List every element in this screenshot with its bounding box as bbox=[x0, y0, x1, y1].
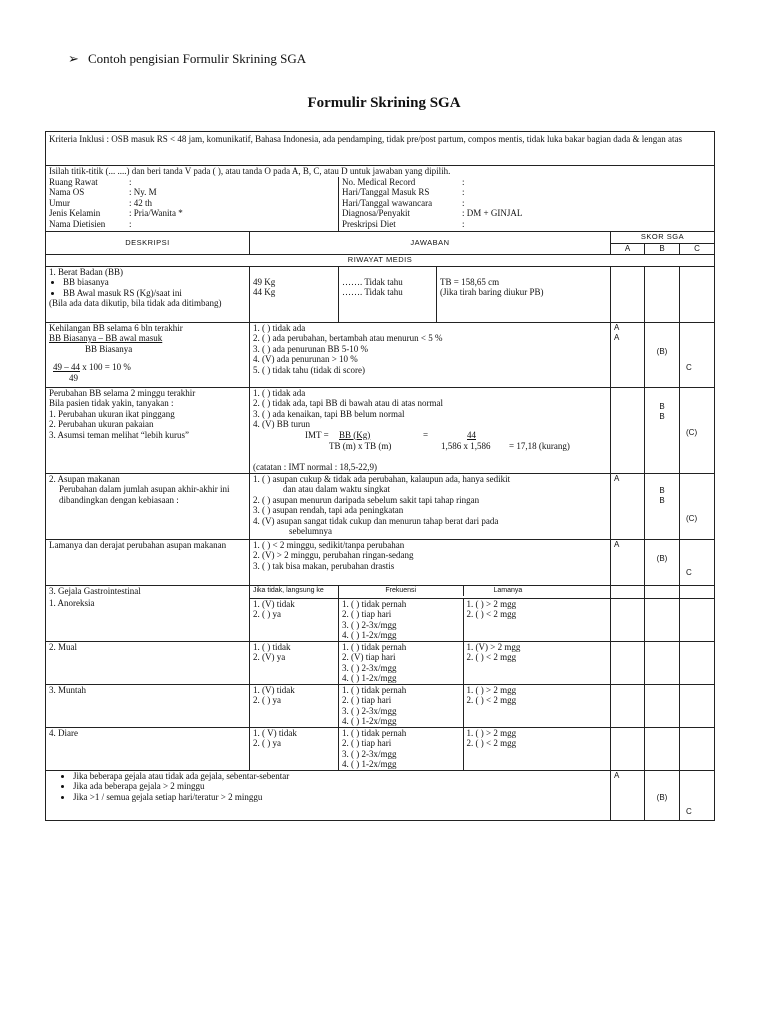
frek-opt[interactable]: 2. ( ) tiap hari bbox=[342, 695, 392, 705]
label-nama-dietisien: Nama Dietisien bbox=[49, 218, 106, 229]
lamanya-score-c bbox=[680, 539, 715, 585]
kehilangan-opt-4[interactable]: 4. (V) ada penurunan > 10 % bbox=[253, 354, 358, 364]
value-diagnosa: : DM + GINJAL bbox=[462, 208, 523, 218]
gejala-name: 4. Diare bbox=[49, 727, 78, 738]
gejala-ya-opt[interactable]: 2. (V) ya bbox=[253, 652, 286, 662]
perubahan-score-a bbox=[611, 387, 645, 473]
gejala-frek-lama bbox=[339, 727, 611, 770]
intro-text: Contoh pengisian Formulir Skrining SGA bbox=[88, 51, 307, 66]
arrow-bullet-icon: ➢ bbox=[68, 51, 79, 66]
gejala-ya bbox=[250, 727, 339, 770]
perubahan-opt-4[interactable]: 4. (V) BB turun bbox=[253, 419, 310, 429]
gejala-frekuensi bbox=[339, 642, 463, 684]
frek-opt[interactable]: 3. ( ) 2-3x/mgg bbox=[342, 662, 397, 673]
gejala-ya bbox=[250, 641, 339, 684]
frek-opt[interactable]: 1. ( ) tidak pernah bbox=[342, 641, 407, 652]
value-no-mr: : bbox=[462, 176, 465, 187]
gejala-ya-opt[interactable]: 2. ( ) ya bbox=[253, 609, 281, 619]
imt-frac-top: BB (Kg) bbox=[339, 429, 371, 440]
lamanya-b: (B) bbox=[656, 553, 668, 563]
header-col-c: C bbox=[680, 243, 715, 255]
asupan-score-c bbox=[680, 473, 715, 539]
lamanya-opt-1[interactable]: 1. ( ) < 2 minggu, sedikit/tanpa perubahan bbox=[253, 539, 405, 550]
asupan-detail: Perubahan dalam jumlah asupan akhir-akhir ini dibandingkan dengan kebiasaan : bbox=[59, 484, 230, 505]
perubahan-line-3: 1. Perubahan ukuran ikat pinggang bbox=[49, 408, 175, 419]
patient-info-right bbox=[339, 177, 715, 232]
lama-opt[interactable]: 1. ( ) > 2 mgg bbox=[466, 598, 517, 609]
asupan-b2: B bbox=[659, 496, 665, 505]
asupan-opt-1[interactable]: 1. ( ) asupan cukup & tidak ada perubahan, kalaupun ada, hanya sedikit bbox=[253, 473, 511, 484]
gejala-ya-opt[interactable]: 1. (V) tidak bbox=[253, 684, 295, 695]
label-tgl-wawancara: Hari/Tanggal wawancara bbox=[342, 197, 433, 208]
kehilangan-opt-2[interactable]: 2. ( ) ada perubahan, bertambah atau menurun < 5 % bbox=[253, 333, 443, 343]
lamanya-score-a bbox=[611, 539, 645, 585]
label-umur: Umur bbox=[49, 197, 70, 208]
perubahan-b2: B bbox=[659, 412, 665, 421]
frek-opt[interactable]: 3. ( ) 2-3x/mgg bbox=[342, 619, 397, 630]
kehilangan-opt-1[interactable]: 1. ( ) tidak ada bbox=[253, 322, 306, 333]
bb-values bbox=[250, 266, 339, 322]
gejala-frek-lama bbox=[339, 598, 611, 641]
frek-opt[interactable]: 1. ( ) tidak pernah bbox=[342, 598, 407, 609]
gejala-ya bbox=[250, 598, 339, 641]
gejala-row-mual bbox=[46, 641, 250, 684]
perubahan-description bbox=[46, 387, 250, 473]
kehilangan-calc-bottom: 49 bbox=[69, 372, 78, 383]
bb-score-a bbox=[611, 266, 645, 322]
gejala-col-header-group bbox=[339, 585, 611, 598]
bb-tb-note: (Jika tirah baring diukur PB) bbox=[440, 287, 544, 297]
kehilangan-options bbox=[250, 322, 611, 387]
value-tgl-masuk: : bbox=[462, 187, 465, 197]
perubahan-line-5: 3. Asumsi teman melihat “lebih kurus” bbox=[49, 429, 189, 440]
gejala-frekuensi bbox=[339, 599, 463, 641]
gejala-ya bbox=[250, 684, 339, 727]
value-nama-dietisien: : bbox=[129, 218, 132, 229]
intro-line bbox=[68, 51, 306, 67]
imt-label: IMT = bbox=[305, 429, 329, 440]
value-ruang-rawat: : bbox=[129, 176, 132, 187]
header-jawaban: JAWABAN bbox=[250, 232, 611, 255]
frek-opt[interactable]: 1. ( ) tidak pernah bbox=[342, 727, 407, 738]
imt-note: (catatan : IMT normal : 18,5-22,9) bbox=[253, 461, 378, 472]
instruksi: Isilah titik-titik (... ....) dan beri tanda V pada ( ), atau tanda O pada A, B, C, atau D untuk jawaban yang dipilih. bbox=[46, 166, 715, 177]
perubahan-score-c bbox=[680, 387, 715, 473]
value-preskripsi-diet: : bbox=[462, 218, 465, 229]
bb-tb-value: TB = 158,65 cm bbox=[440, 276, 500, 287]
gejala-ya-opt[interactable]: 1. ( ) tidak bbox=[253, 641, 291, 652]
summary-a: A bbox=[614, 770, 620, 780]
lama-opt[interactable]: 1. (V) > 2 mgg bbox=[466, 641, 521, 652]
bb-bullet-awal: • BB Awal masuk RS (Kg)/saat ini bbox=[63, 288, 246, 299]
header-skor-sga: SKOR SGA bbox=[611, 232, 715, 244]
gejala-ya-opt[interactable]: 1. ( V) tidak bbox=[253, 727, 297, 738]
asupan-options bbox=[250, 473, 611, 539]
gejala-col-ya-header: Jika tidak, langsung ke bbox=[250, 585, 339, 598]
frek-opt[interactable]: 4. ( ) 1-2x/mgg bbox=[342, 716, 397, 726]
perubahan-line-1: Perubahan BB selama 2 minggu terakhir bbox=[49, 387, 196, 398]
summary-score-c bbox=[680, 770, 715, 820]
kehilangan-opt-5[interactable]: 5. ( ) tidak tahu (tidak di score) bbox=[253, 364, 365, 375]
lamanya-score-b bbox=[645, 539, 680, 585]
perubahan-options bbox=[250, 387, 611, 473]
frek-opt[interactable]: 4. ( ) 1-2x/mgg bbox=[342, 630, 397, 640]
kehilangan-c: C bbox=[686, 362, 692, 372]
kehilangan-b: (B) bbox=[656, 346, 668, 356]
value-nama-os: : Ny. M bbox=[129, 187, 157, 197]
kehilangan-description bbox=[46, 322, 250, 387]
gejala-frekuensi bbox=[339, 685, 463, 727]
bb-tb bbox=[437, 266, 611, 322]
gejala-col-frekuensi-header: Frekuensi bbox=[339, 586, 463, 597]
lamanya-a: A bbox=[614, 539, 620, 549]
bb-value-biasanya: 49 Kg bbox=[253, 276, 276, 287]
bb-title: 1. Berat Badan (BB) bbox=[49, 266, 123, 277]
summary-item-3: • Jika >1 / semua gejala setiap hari/teratur > 2 minggu bbox=[73, 792, 607, 803]
kehilangan-a2: A bbox=[614, 333, 620, 342]
bb-tidak-tahu bbox=[339, 266, 437, 322]
label-diagnosa: Diagnosa/Penyakit bbox=[342, 208, 410, 218]
gejala-row-anoreksia bbox=[46, 598, 250, 641]
kehilangan-a1: A bbox=[614, 322, 620, 332]
asupan-opt-3[interactable]: 3. ( ) asupan rendah, tapi ada peningkatan bbox=[253, 505, 404, 515]
value-tgl-wawancara: : bbox=[462, 197, 465, 208]
kehilangan-calc-result: x 100 = 10 % bbox=[82, 362, 131, 372]
lamanya-c: C bbox=[686, 567, 692, 577]
frek-opt[interactable]: 3. ( ) 2-3x/mgg bbox=[342, 705, 397, 716]
perubahan-opt-3[interactable]: 3. ( ) ada kenaikan, tapi BB belum normal bbox=[253, 408, 405, 419]
imt-formula bbox=[253, 430, 607, 454]
gejala-frekuensi bbox=[339, 728, 463, 770]
imt-value-bottom: 1,586 x 1,586 bbox=[441, 440, 491, 451]
asupan-a: A bbox=[614, 473, 620, 483]
asupan-opt-2[interactable]: 2. ( ) asupan menurun daripada sebelum sakit tapi tahap ringan bbox=[253, 494, 480, 505]
perubahan-line-2: Bila pasien tidak yakin, tanyakan : bbox=[49, 398, 174, 408]
frek-opt[interactable]: 2. (V) tiap hari bbox=[342, 652, 396, 662]
gejala-name: 1. Anoreksia bbox=[49, 598, 95, 608]
lamanya-description bbox=[46, 539, 250, 585]
gejala-frek-lama bbox=[339, 641, 611, 684]
gejala-frek-lama bbox=[339, 684, 611, 727]
gejala-ya-opt[interactable]: 1. (V) tidak bbox=[253, 598, 295, 609]
label-jenis-kelamin: Jenis Kelamin bbox=[49, 208, 101, 218]
summary-item-2: • Jika ada beberapa gejala > 2 minggu bbox=[73, 781, 607, 792]
patient-info-left bbox=[46, 177, 339, 232]
header-col-a: A bbox=[611, 243, 645, 255]
header-col-b: B bbox=[645, 243, 680, 255]
summary-item-1: • Jika beberapa gejala atau tidak ada gejala, sebentar-sebentar bbox=[73, 771, 607, 782]
asupan-opt-4[interactable]: 4. (V) asupan sangat tidak cukup dan menurun tahap berat dari pada bbox=[253, 515, 499, 526]
gejala-row-diare bbox=[46, 727, 250, 770]
lamanya-title: Lamanya dan derajat perubahan asupan makanan bbox=[49, 539, 227, 550]
gejala-ya-opt[interactable]: 2. ( ) ya bbox=[253, 738, 281, 748]
perubahan-score-b bbox=[645, 387, 680, 473]
asupan-opt-1-cont: dan atau dalam waktu singkat bbox=[283, 484, 390, 494]
asupan-opt-4-cont: sebelumnya bbox=[289, 526, 332, 536]
value-umur: : 42 th bbox=[129, 197, 153, 208]
bb-tidak-tahu-2: ……. Tidak tahu bbox=[342, 287, 403, 297]
gejala-name: 2. Mual bbox=[49, 641, 77, 652]
summary-score-a bbox=[611, 770, 645, 820]
label-nama-os: Nama OS bbox=[49, 187, 85, 197]
perubahan-c: (C) bbox=[686, 427, 698, 437]
label-no-mr: No. Medical Record bbox=[342, 176, 416, 187]
summary-b: (B) bbox=[656, 792, 668, 802]
frek-opt[interactable]: 1. ( ) tidak pernah bbox=[342, 684, 407, 695]
label-ruang-rawat: Ruang Rawat bbox=[49, 176, 98, 187]
gejala-row-muntah bbox=[46, 684, 250, 727]
bb-score-c bbox=[680, 266, 715, 322]
form-title: Formulir Skrining SGA bbox=[307, 95, 461, 111]
kehilangan-score-c bbox=[680, 322, 715, 387]
gejala-lamanya bbox=[463, 642, 610, 684]
header-deskripsi: DESKRIPSI bbox=[46, 232, 250, 255]
gejala-name: 3. Muntah bbox=[49, 684, 86, 695]
section-riwayat-medis: RIWAYAT MEDIS bbox=[46, 255, 715, 267]
bb-score-b bbox=[645, 266, 680, 322]
lama-opt[interactable]: 2. ( ) < 2 mgg bbox=[466, 609, 517, 619]
gejala-title: 3. Gejala Gastrointestinal bbox=[46, 585, 250, 598]
frek-opt[interactable]: 4. ( ) 1-2x/mgg bbox=[342, 673, 397, 683]
bb-description bbox=[46, 266, 250, 322]
frek-opt[interactable]: 4. ( ) 1-2x/mgg bbox=[342, 759, 397, 769]
asupan-score-a bbox=[611, 473, 645, 539]
lama-opt[interactable]: 2. ( ) < 2 mgg bbox=[466, 652, 517, 662]
kehilangan-formula-bottom: BB Biasanya bbox=[85, 343, 133, 354]
frek-opt[interactable]: 2. ( ) tiap hari bbox=[342, 609, 392, 619]
gejala-col-lamanya-header: Lamanya bbox=[493, 586, 523, 594]
kehilangan-formula-top: BB Biasanya – BB awal masuk bbox=[49, 333, 163, 343]
label-preskripsi-diet: Preskripsi Diet bbox=[342, 218, 396, 229]
bb-tidak-tahu-1: ……. Tidak tahu bbox=[342, 276, 403, 287]
sga-form-table bbox=[45, 131, 715, 821]
lama-opt[interactable]: 1. ( ) > 2 mgg bbox=[466, 684, 517, 695]
kehilangan-calc-top: 49 – 44 bbox=[53, 362, 80, 372]
gejala-ya-opt[interactable]: 2. ( ) ya bbox=[253, 695, 281, 705]
gejala-lamanya bbox=[463, 728, 610, 770]
lama-opt[interactable]: 2. ( ) < 2 mgg bbox=[466, 695, 517, 705]
kehilangan-score-b bbox=[645, 322, 680, 387]
bb-bullet-biasanya: • BB biasanya bbox=[63, 277, 246, 288]
value-jenis-kelamin: : Pria/Wanita * bbox=[129, 208, 183, 218]
imt-frac-bottom: TB (m) x TB (m) bbox=[329, 440, 392, 451]
kriteria-inklusi: Kriteria Inklusi : OSB masuk RS < 48 jam, komunikatif, Bahasa Indonesia, ada pendamping, tidak pre/post partum, compos mentis, tidak luka bakar bagian dada & lengan atas bbox=[46, 132, 715, 166]
kehilangan-score-a bbox=[611, 322, 645, 387]
perubahan-b1: B bbox=[659, 401, 665, 411]
gejala-lamanya bbox=[463, 685, 610, 727]
perubahan-opt-2[interactable]: 2. ( ) tidak ada, tapi BB di bawah atau di atas normal bbox=[253, 398, 443, 408]
lama-opt[interactable]: 2. ( ) < 2 mgg bbox=[466, 738, 517, 748]
summary-score-b bbox=[645, 770, 680, 820]
lamanya-opt-2[interactable]: 2. (V) > 2 minggu, perubahan ringan-sedang bbox=[253, 550, 414, 560]
perubahan-line-4: 2. Perubahan ukuran pakaian bbox=[49, 419, 154, 429]
label-tgl-masuk: Hari/Tanggal Masuk RS bbox=[342, 187, 430, 197]
bb-note: (Bila ada data dikutip, bila tidak ada ditimbang) bbox=[49, 298, 222, 308]
summary-c: C bbox=[686, 806, 692, 816]
asupan-description bbox=[46, 473, 250, 539]
asupan-c: (C) bbox=[686, 513, 698, 523]
asupan-score-b bbox=[645, 473, 680, 539]
perubahan-opt-1[interactable]: 1. ( ) tidak ada bbox=[253, 387, 306, 398]
imt-result: = 17,18 (kurang) bbox=[509, 440, 570, 451]
lamanya-options bbox=[250, 539, 611, 585]
asupan-b1: B bbox=[659, 485, 665, 495]
imt-value-top: 44 bbox=[467, 429, 476, 440]
imt-equals: = bbox=[423, 429, 429, 440]
frek-opt[interactable]: 3. ( ) 2-3x/mgg bbox=[342, 748, 397, 759]
frek-opt[interactable]: 2. ( ) tiap hari bbox=[342, 738, 392, 748]
lama-opt[interactable]: 1. ( ) > 2 mgg bbox=[466, 727, 517, 738]
kehilangan-opt-3[interactable]: 3. ( ) ada penurunan BB 5-10 % bbox=[253, 343, 368, 354]
lamanya-opt-3[interactable]: 3. ( ) tak bisa makan, perubahan drastis bbox=[253, 560, 395, 571]
gejala-lamanya bbox=[463, 599, 610, 641]
gejala-summary bbox=[46, 770, 611, 820]
asupan-title: 2. Asupan makanan bbox=[49, 473, 120, 484]
kehilangan-line-1: Kehilangan BB selama 6 bln terakhir bbox=[49, 322, 183, 333]
bb-value-awal: 44 Kg bbox=[253, 287, 276, 297]
